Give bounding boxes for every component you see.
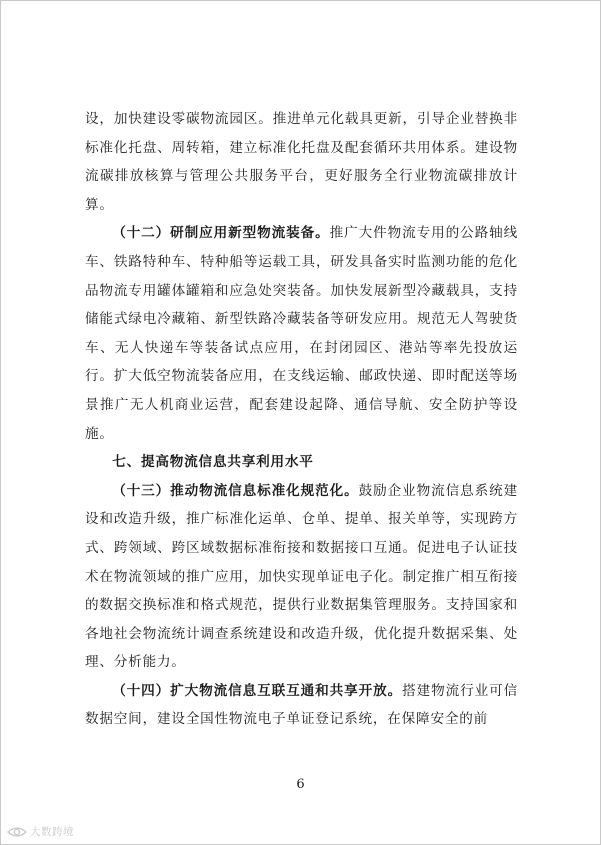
item-heading: （十二）研制应用新型物流装备。 bbox=[112, 225, 330, 242]
watermark-text: 大数跨境 bbox=[30, 826, 74, 838]
item-heading: （十四）扩大物流信息互联互通和共享开放。 bbox=[112, 682, 403, 699]
paragraph-item-14 bbox=[85, 677, 518, 734]
item-body: 鼓励企业物流信息系统建设和改造升级，推广标准化运单、仓单、提单、报关单等，实现跨方式、跨领域、跨区域数据标准衔接和数据接口互通。促进电子认证技术在物流领域的推广应用，加快实现单证电子化。制定推广相互衔接的数据交换标准和格式规范，提供行业数据集管理服务。支持国家和各地社会物流统计调查系统建设和改造升级，优化提升数据采集、处理、分析能力。 bbox=[85, 482, 518, 671]
page-number: 6 bbox=[296, 777, 305, 792]
paragraph-item-13 bbox=[85, 477, 518, 677]
item-heading: （十三）推动物流信息标准化规范化。 bbox=[112, 482, 359, 499]
paragraph-continuation: 设，加快建设零碳物流园区。推进单元化载具更新，引导企业替换非标准化托盘、周转箱，建立标准化托盘及配套循环共用体系。建设物流碳排放核算与管理公共服务平台，更好服务全行业物流碳排放计算。 bbox=[85, 111, 518, 213]
watermark bbox=[7, 824, 74, 839]
paragraph-item-12 bbox=[85, 219, 518, 448]
section-heading: 七、提高物流信息共享利用水平 bbox=[112, 454, 314, 471]
document-body bbox=[85, 105, 518, 734]
item-body: 搭建物流行业可信数据空间，建设全国性物流电子单证登记系统，在保障安全的前 bbox=[85, 682, 518, 728]
eye-logo-icon bbox=[7, 826, 27, 838]
item-body: 推广大件物流专用的公路轴线车、铁路特种车、特种船等运载工具，研发具备实时监测功能的危化品物流专用罐体罐箱和应急处突装备。加快发展新型冷藏载具，支持储能式绿电冷藏箱、新型铁路冷藏装备等研发应用。规范无人驾驶货车、无人快递车等装备试点应用，在封闭园区、港站等率先投放运行。扩大低空物流装备应用，在支线运输、邮政快递、即时配送等场景推广无人机商业运营，配套建设起降、通信导航、安全防护等设施。 bbox=[85, 225, 518, 442]
